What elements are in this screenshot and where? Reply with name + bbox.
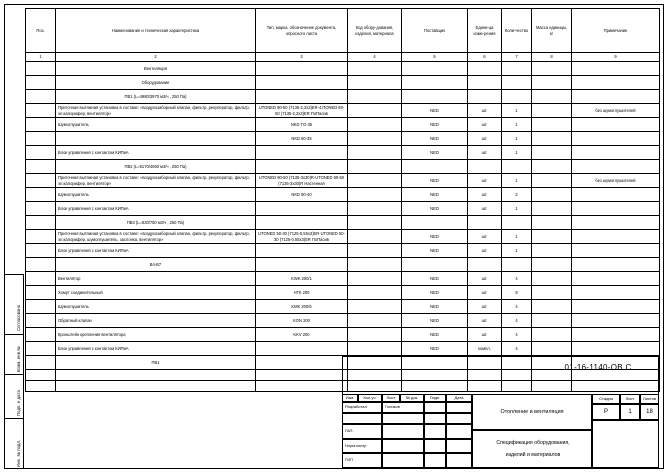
cell-empty [56, 370, 256, 381]
header-unit: Едини-ца изме-рения [468, 9, 502, 53]
title-block [342, 356, 659, 468]
cell-mark: UTONED 90-50 (7135-2,2х3)ЕR-4.ПОNED 80-50 (7135-2,2х3)ЕR ПоПасив [256, 104, 348, 118]
cell-empty [502, 76, 532, 90]
cell-supplier: NED [402, 132, 468, 146]
cell-mass [532, 174, 572, 188]
cell-empty [572, 160, 660, 174]
cell-name: Блок управления с контактом КИПиА [56, 146, 256, 160]
table-group-row [26, 216, 660, 230]
rev-col-podp: Подп. [424, 394, 446, 402]
cell-mark [256, 202, 348, 216]
cell-empty [572, 216, 660, 230]
cell-qty: 1 [502, 118, 532, 132]
cell-pos [26, 90, 56, 104]
table-row [26, 300, 660, 314]
cell-pos [26, 328, 56, 342]
cell-code [348, 342, 402, 356]
cell-mass [532, 104, 572, 118]
cell-qty: 2 [502, 188, 532, 202]
cell-pos [26, 202, 56, 216]
cell-empty [256, 356, 348, 370]
cell-name: Приточная вытяжная установка в составе: «воздухозаборный клапан, фильтр, рекуператор, фильтр, эл.калорифер, шумоглушитель, заслонка, вентилятор» [56, 230, 256, 244]
cell-empty [532, 160, 572, 174]
stage-label: Стадия [592, 394, 620, 404]
role-name-1 [382, 413, 424, 424]
cell-qty: 1 [502, 244, 532, 258]
role-name-0: Голиков [382, 402, 424, 413]
cell-supplier: NED [402, 146, 468, 160]
colnum-7: 7 [502, 53, 532, 62]
cell-note: без шумоглушителей [572, 174, 660, 188]
role-label-2: ГАП. [342, 424, 382, 439]
colnum-6: 6 [468, 53, 502, 62]
role-name-2 [382, 424, 424, 439]
cell-supplier: NED [402, 314, 468, 328]
cell-mark: NKD 90-40 [256, 188, 348, 202]
cell-pos [26, 342, 56, 356]
cell-note [572, 286, 660, 300]
cell-pos [26, 160, 56, 174]
cell-empty [256, 76, 348, 90]
cell-note [572, 300, 660, 314]
cell-unit: шт. [468, 300, 502, 314]
rev-col-list: Лист [382, 394, 400, 402]
cell-empty [502, 216, 532, 230]
cell-unit: компл. [468, 342, 502, 356]
cell-code [348, 244, 402, 258]
group-label: В4-В7 [56, 258, 256, 272]
cell-empty [468, 160, 502, 174]
cell-empty [572, 90, 660, 104]
cell-pos [26, 230, 56, 244]
cell-note [572, 342, 660, 356]
cell-note [572, 328, 660, 342]
table-section-row [26, 62, 660, 76]
cell-name: Кронштейн крепления вентилятора [56, 328, 256, 342]
cell-name: Шумоглушитель [56, 118, 256, 132]
cell-mass [532, 188, 572, 202]
group-label: ПВ1 [56, 356, 256, 370]
cell-mark: НТК 200 [256, 286, 348, 300]
cell-unit: шт. [468, 244, 502, 258]
cell-note [572, 314, 660, 328]
cell-unit: шт. [468, 286, 502, 300]
cell-mark: UTONED 90-50 (7135-3х30)R-UTONED 90-50 (7135-3х30)R Настенная [256, 174, 348, 188]
cell-empty [348, 216, 402, 230]
cell-empty [402, 258, 468, 272]
left-cell-inv [4, 418, 24, 469]
role-sign-3 [424, 439, 446, 453]
table-row [26, 314, 660, 328]
left-cell-vzam [4, 334, 24, 374]
table-row [26, 286, 660, 300]
cell-pos [26, 188, 56, 202]
cell-empty [502, 160, 532, 174]
group-label: ПВ2 (L=5170/4060 м3/ч , 250 Па) [56, 160, 256, 174]
cell-mass [532, 146, 572, 160]
cell-qty: 4 [502, 314, 532, 328]
cell-mass [532, 202, 572, 216]
cell-code [348, 272, 402, 286]
cell-supplier: NED [402, 230, 468, 244]
header-note: Примечание [572, 9, 660, 53]
cell-empty [402, 90, 468, 104]
cell-unit: шт. [468, 146, 502, 160]
cell-mark [256, 146, 348, 160]
cell-qty: 1 [502, 132, 532, 146]
role-label-4: ГИП [342, 453, 382, 468]
sheet-label: Лист [620, 394, 640, 404]
role-label-3: Норм.контр [342, 439, 382, 453]
colnum-4: 4 [348, 53, 402, 62]
cell-supplier: NED [402, 104, 468, 118]
cell-mark: KMK 200/6 [256, 300, 348, 314]
cell-empty [256, 370, 348, 381]
cell-qty: 4 [502, 328, 532, 342]
left-label-podp: Подп. и дата [16, 390, 21, 416]
cell-note: без шумоглушителей [572, 104, 660, 118]
specification-table [25, 8, 660, 392]
cell-qty: 1 [502, 174, 532, 188]
organization-cell [592, 420, 659, 468]
cell-mass [532, 132, 572, 146]
role-label-1 [342, 413, 382, 424]
role-label-0: Разработал [342, 402, 382, 413]
cell-mass [532, 342, 572, 356]
header-name: Наименование и техническая характеристика [56, 9, 256, 53]
header-pos: Поз. [26, 9, 56, 53]
cell-empty [532, 258, 572, 272]
cell-pos [26, 104, 56, 118]
table-group-row [26, 258, 660, 272]
table-row [26, 174, 660, 188]
cell-empty [532, 76, 572, 90]
cell-name: Блок управления с контактом КИПиА [56, 202, 256, 216]
cell-supplier: NED [402, 202, 468, 216]
cell-pos [26, 174, 56, 188]
group-label: ПВ1 (L=4980/3970 м3/ч , 250 Па) [56, 90, 256, 104]
cell-empty [572, 258, 660, 272]
header-supplier: Поставщик [402, 9, 468, 53]
cell-mass [532, 300, 572, 314]
table-group-row [26, 160, 660, 174]
colnum-8: 8 [532, 53, 572, 62]
header-code: Код обору-дования, изделия, материала [348, 9, 402, 53]
cell-supplier: NED [402, 174, 468, 188]
cell-mark: NKD TG-35 [256, 118, 348, 132]
cell-empty [402, 76, 468, 90]
cell-code [348, 314, 402, 328]
cell-empty [26, 381, 56, 392]
cell-empty [468, 258, 502, 272]
colnum-2: 2 [56, 53, 256, 62]
colnum-3: 3 [256, 53, 348, 62]
cell-note [572, 146, 660, 160]
role-date-1 [446, 413, 472, 424]
cell-qty: 1 [502, 202, 532, 216]
cell-pos [26, 118, 56, 132]
header-mark: Тип, марка, обозначение документа, опросного листа [256, 9, 348, 53]
table-body [26, 62, 660, 392]
cell-empty [348, 258, 402, 272]
cell-pos [26, 314, 56, 328]
cell-pos [26, 272, 56, 286]
cell-mass [532, 286, 572, 300]
table-row [26, 230, 660, 244]
cell-mark [256, 244, 348, 258]
cell-qty: 1 [502, 230, 532, 244]
role-name-3 [382, 439, 424, 453]
table-row [26, 202, 660, 216]
cell-supplier: NED [402, 118, 468, 132]
cell-code [348, 118, 402, 132]
cell-supplier: NED [402, 286, 468, 300]
cell-mark: KWK 200/1 [256, 272, 348, 286]
cell-mark: UTONED 50-30 (7125-0,55х3)ЕR-UTONED 50-30 (7125-0,55х3)ЕR ПоПасив [256, 230, 348, 244]
cell-note [572, 132, 660, 146]
stage-value: Р [592, 404, 620, 420]
role-sign-4 [424, 453, 446, 468]
cell-unit: шт. [468, 132, 502, 146]
cell-qty: 1 [502, 146, 532, 160]
cell-code [348, 300, 402, 314]
cell-qty: 4 [502, 272, 532, 286]
sheet-value: 1 [620, 404, 640, 420]
cell-pos [26, 146, 56, 160]
cell-qty: 1 [502, 104, 532, 118]
cell-name [56, 132, 256, 146]
role-sign-2 [424, 424, 446, 439]
cell-empty [502, 258, 532, 272]
cell-empty [256, 62, 348, 76]
cell-code [348, 146, 402, 160]
cell-mass [532, 314, 572, 328]
left-cell-podp [4, 374, 24, 418]
cell-name: Блок управления с контактом КИПиА [56, 342, 256, 356]
sheet-title-primary: Отопление и вентиляция [472, 394, 592, 430]
cell-unit: шт. [468, 118, 502, 132]
role-date-3 [446, 439, 472, 453]
cell-name: Приточная вытяжная установка в составе: «воздухозаборный клапан, фильтр, рекуператор, фильтр, эл.калорифер, вентилятор» [56, 174, 256, 188]
section-label: Вентиляция [56, 62, 256, 76]
cell-pos [26, 286, 56, 300]
table-header-row [26, 9, 660, 53]
cell-unit: шт. [468, 202, 502, 216]
cell-supplier: NED [402, 342, 468, 356]
header-mass: Масса единицы, кг [532, 9, 572, 53]
cell-empty [348, 90, 402, 104]
cell-note [572, 188, 660, 202]
cell-empty [468, 216, 502, 230]
role-date-2 [446, 424, 472, 439]
table-row [26, 328, 660, 342]
cell-pos [26, 132, 56, 146]
document-code: 01-16-1140-ОВ.С [564, 362, 632, 372]
cell-code [348, 132, 402, 146]
table-row [26, 244, 660, 258]
colnum-1: 1 [26, 53, 56, 62]
cell-name: Приточная вытяжная установка в составе: «воздухозаборный клапан, фильтр, рекуператор, фильтр, эл.калорифер, вентилятор» [56, 104, 256, 118]
cell-empty [572, 62, 660, 76]
cell-note [572, 118, 660, 132]
cell-code [348, 328, 402, 342]
rev-col-ndok: № док. [400, 394, 424, 402]
table-group-row [26, 90, 660, 104]
cell-empty [532, 216, 572, 230]
table-row [26, 188, 660, 202]
table-section-row [26, 76, 660, 90]
cell-unit: шт. [468, 174, 502, 188]
cell-empty [348, 160, 402, 174]
cell-empty [532, 90, 572, 104]
cell-empty [402, 160, 468, 174]
table-row [26, 132, 660, 146]
cell-empty [532, 62, 572, 76]
cell-empty [502, 90, 532, 104]
table-row [26, 118, 660, 132]
left-label-inv: Инв. № подл. [16, 439, 21, 467]
cell-mass [532, 244, 572, 258]
cell-unit: шт. [468, 104, 502, 118]
rev-col-koluch: Кол.уч. [358, 394, 382, 402]
sheet-title-secondary-line1: Спецификация оборудования, [496, 440, 570, 446]
table-row [26, 342, 660, 356]
cell-note [572, 230, 660, 244]
cell-mark: KON 200 [256, 314, 348, 328]
cell-supplier: NED [402, 244, 468, 258]
sheet-title-secondary-line2: изделий и материалов [505, 452, 561, 458]
cell-unit: шт. [468, 188, 502, 202]
rev-col-izm: Изм. [342, 394, 358, 402]
cell-unit: шт. [468, 328, 502, 342]
cell-note [572, 272, 660, 286]
cell-mark: KKV 200 [256, 328, 348, 342]
cell-note [572, 202, 660, 216]
header-qty: Коли-чество [502, 9, 532, 53]
cell-unit: шт. [468, 314, 502, 328]
cell-pos [26, 300, 56, 314]
group-label: ПВ3 (L=830/750 м3/ч , 250 Па) [56, 216, 256, 230]
cell-empty [468, 62, 502, 76]
role-name-4 [382, 453, 424, 468]
sheets-value: 18 [640, 404, 659, 420]
colnum-9: 9 [572, 53, 660, 62]
cell-empty [256, 258, 348, 272]
cell-qty: 4 [502, 300, 532, 314]
cell-mass [532, 328, 572, 342]
table-column-numbers-row [26, 53, 660, 62]
role-sign-1 [424, 413, 446, 424]
left-margin-strip [4, 274, 24, 469]
cell-supplier: NED [402, 328, 468, 342]
rev-col-data: Дата [446, 394, 472, 402]
cell-pos [26, 62, 56, 76]
cell-pos [26, 216, 56, 230]
cell-unit: шт. [468, 230, 502, 244]
cell-empty [256, 381, 348, 392]
cell-pos [26, 76, 56, 90]
cell-empty [468, 76, 502, 90]
cell-name: Шумоглушитель [56, 300, 256, 314]
left-label-vzam: Взам. инв.№ [16, 346, 21, 372]
cell-empty [468, 90, 502, 104]
cell-unit: шт. [468, 272, 502, 286]
left-label-soglasovano: Согласовано [16, 304, 21, 331]
cell-code [348, 174, 402, 188]
table-row [26, 146, 660, 160]
cell-mass [532, 230, 572, 244]
sheets-label: Листов [640, 394, 659, 404]
left-cell-soglasovano [4, 274, 24, 334]
cell-supplier: NED [402, 188, 468, 202]
cell-mass [532, 118, 572, 132]
cell-empty [402, 216, 468, 230]
role-sign-0 [424, 402, 446, 413]
cell-name: Вентилятор [56, 272, 256, 286]
cell-empty [26, 370, 56, 381]
sheet-title-secondary [472, 430, 592, 468]
cell-name: Блок управления с контактом КИПиА [56, 244, 256, 258]
cell-empty [256, 160, 348, 174]
colnum-5: 5 [402, 53, 468, 62]
role-date-0 [446, 402, 472, 413]
cell-code [348, 104, 402, 118]
cell-empty [256, 90, 348, 104]
cell-code [348, 286, 402, 300]
cell-name: Шумоглушитель [56, 188, 256, 202]
cell-code [348, 188, 402, 202]
cell-empty [56, 381, 256, 392]
cell-name: Хомут соединительный [56, 286, 256, 300]
cell-qty: 4 [502, 342, 532, 356]
cell-empty [348, 76, 402, 90]
cell-note [572, 244, 660, 258]
table-row [26, 104, 660, 118]
cell-pos [26, 244, 56, 258]
cell-code [348, 202, 402, 216]
cell-pos [26, 258, 56, 272]
cell-name: Обратный клапан [56, 314, 256, 328]
cell-code [348, 230, 402, 244]
cell-empty [502, 62, 532, 76]
role-date-4 [446, 453, 472, 468]
cell-qty: 8 [502, 286, 532, 300]
cell-pos [26, 356, 56, 370]
cell-supplier: NED [402, 272, 468, 286]
cell-mass [532, 272, 572, 286]
table-row [26, 272, 660, 286]
cell-empty [402, 62, 468, 76]
section-label: Оборудование [56, 76, 256, 90]
cell-mark [256, 342, 348, 356]
cell-empty [348, 62, 402, 76]
cell-empty [572, 76, 660, 90]
cell-empty [256, 216, 348, 230]
cell-mark: NKD 60-35 [256, 132, 348, 146]
cell-supplier: NED [402, 300, 468, 314]
